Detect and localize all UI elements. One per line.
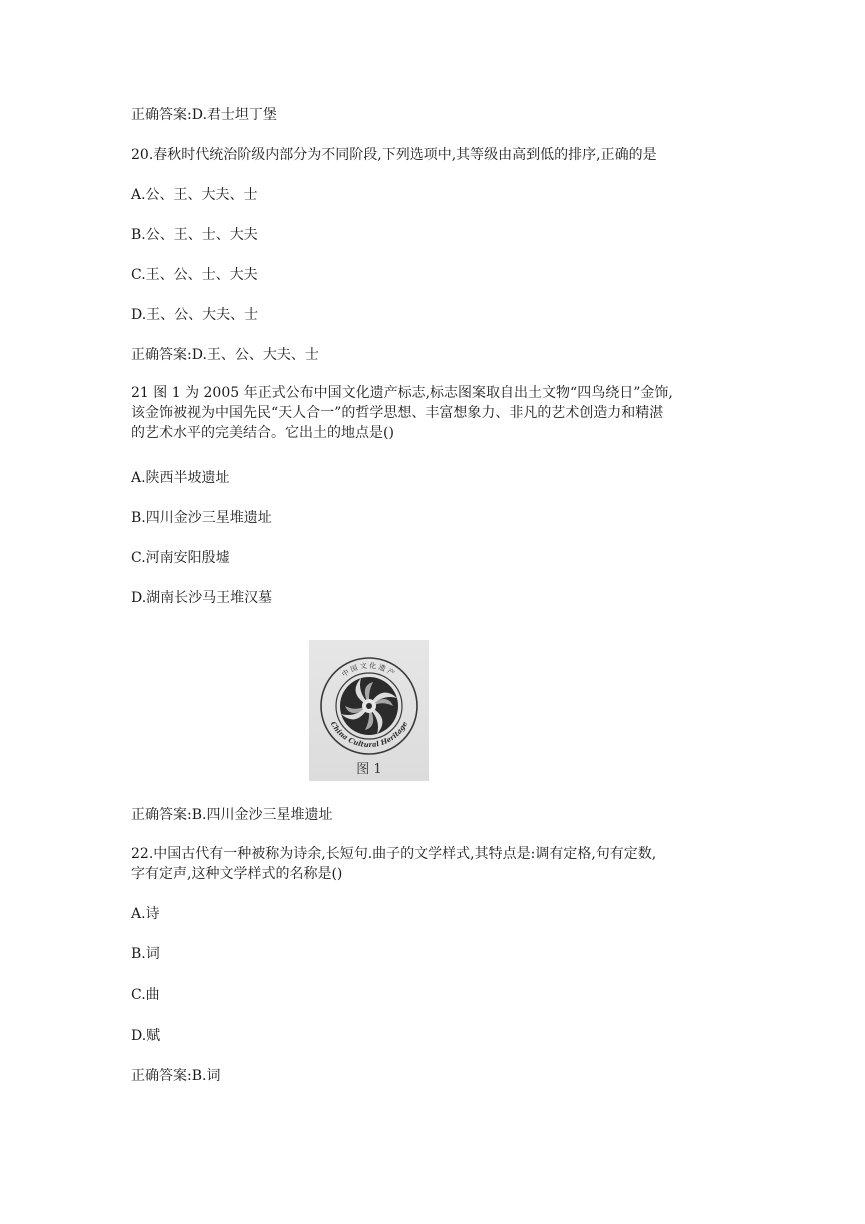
- q22-option-d: D.赋: [131, 1028, 161, 1044]
- emblem-top-text: 中国文化遗产: [340, 661, 398, 679]
- q20-stem: 20.春秋时代统治阶级内部分为不同阶段,下列选项中,其等级由高到低的排序,正确的是: [131, 147, 657, 163]
- emblem-bottom-text: China Cultural Heritage: [328, 719, 410, 750]
- q20-option-a: A.公、王、大夫、士: [131, 187, 258, 203]
- q22-stem-line: 22.中国古代有一种被称为诗余,长短句.曲子的文学样式,其特点是:调有定格,句有定数,: [131, 846, 657, 862]
- q21-option-c: C.河南安阳殷墟: [131, 550, 230, 566]
- q22-option-a: A.诗: [131, 906, 160, 922]
- q20-option-d: D.王、公、大夫、士: [131, 307, 259, 323]
- q20-answer: 正确答案:D.王、公、大夫、士: [131, 347, 319, 363]
- q20-option-c: C.王、公、士、大夫: [131, 267, 258, 283]
- q21-answer: 正确答案:B.四川金沙三星堆遗址: [131, 807, 333, 823]
- previous-answer: 正确答案:D.君士坦丁堡: [131, 107, 277, 123]
- q21-stem: [131, 383, 731, 443]
- q22-option-b: B.词: [131, 946, 160, 962]
- figure-1: [309, 640, 429, 781]
- q21-stem-line: 该金饰被视为中国先民“天人合一”的哲学思想、丰富想象力、非凡的艺术创造力和精湛: [131, 405, 664, 421]
- q21-option-a: A.陕西半坡遗址: [131, 470, 230, 486]
- q21-stem-line: 21 图 1 为 2005 年正式公布中国文化遗产标志,标志图案取自出土文物“四鸟绕日”金饰,: [131, 385, 673, 401]
- q22-option-c: C.曲: [131, 987, 160, 1003]
- q21-stem-line: 的艺术水平的完美结合。它出土的地点是(): [131, 425, 394, 441]
- q22-answer: 正确答案:B.词: [131, 1068, 221, 1084]
- figure-caption: 图 1: [356, 762, 382, 777]
- q21-option-d: D.湖南长沙马王堆汉墓: [131, 590, 273, 606]
- q20-option-b: B.公、王、士、大夫: [131, 227, 258, 243]
- q22-stem: [131, 844, 731, 884]
- q21-option-b: B.四川金沙三星堆遗址: [131, 510, 272, 526]
- q22-stem-line: 字有定声,这种文学样式的名称是(): [131, 866, 343, 882]
